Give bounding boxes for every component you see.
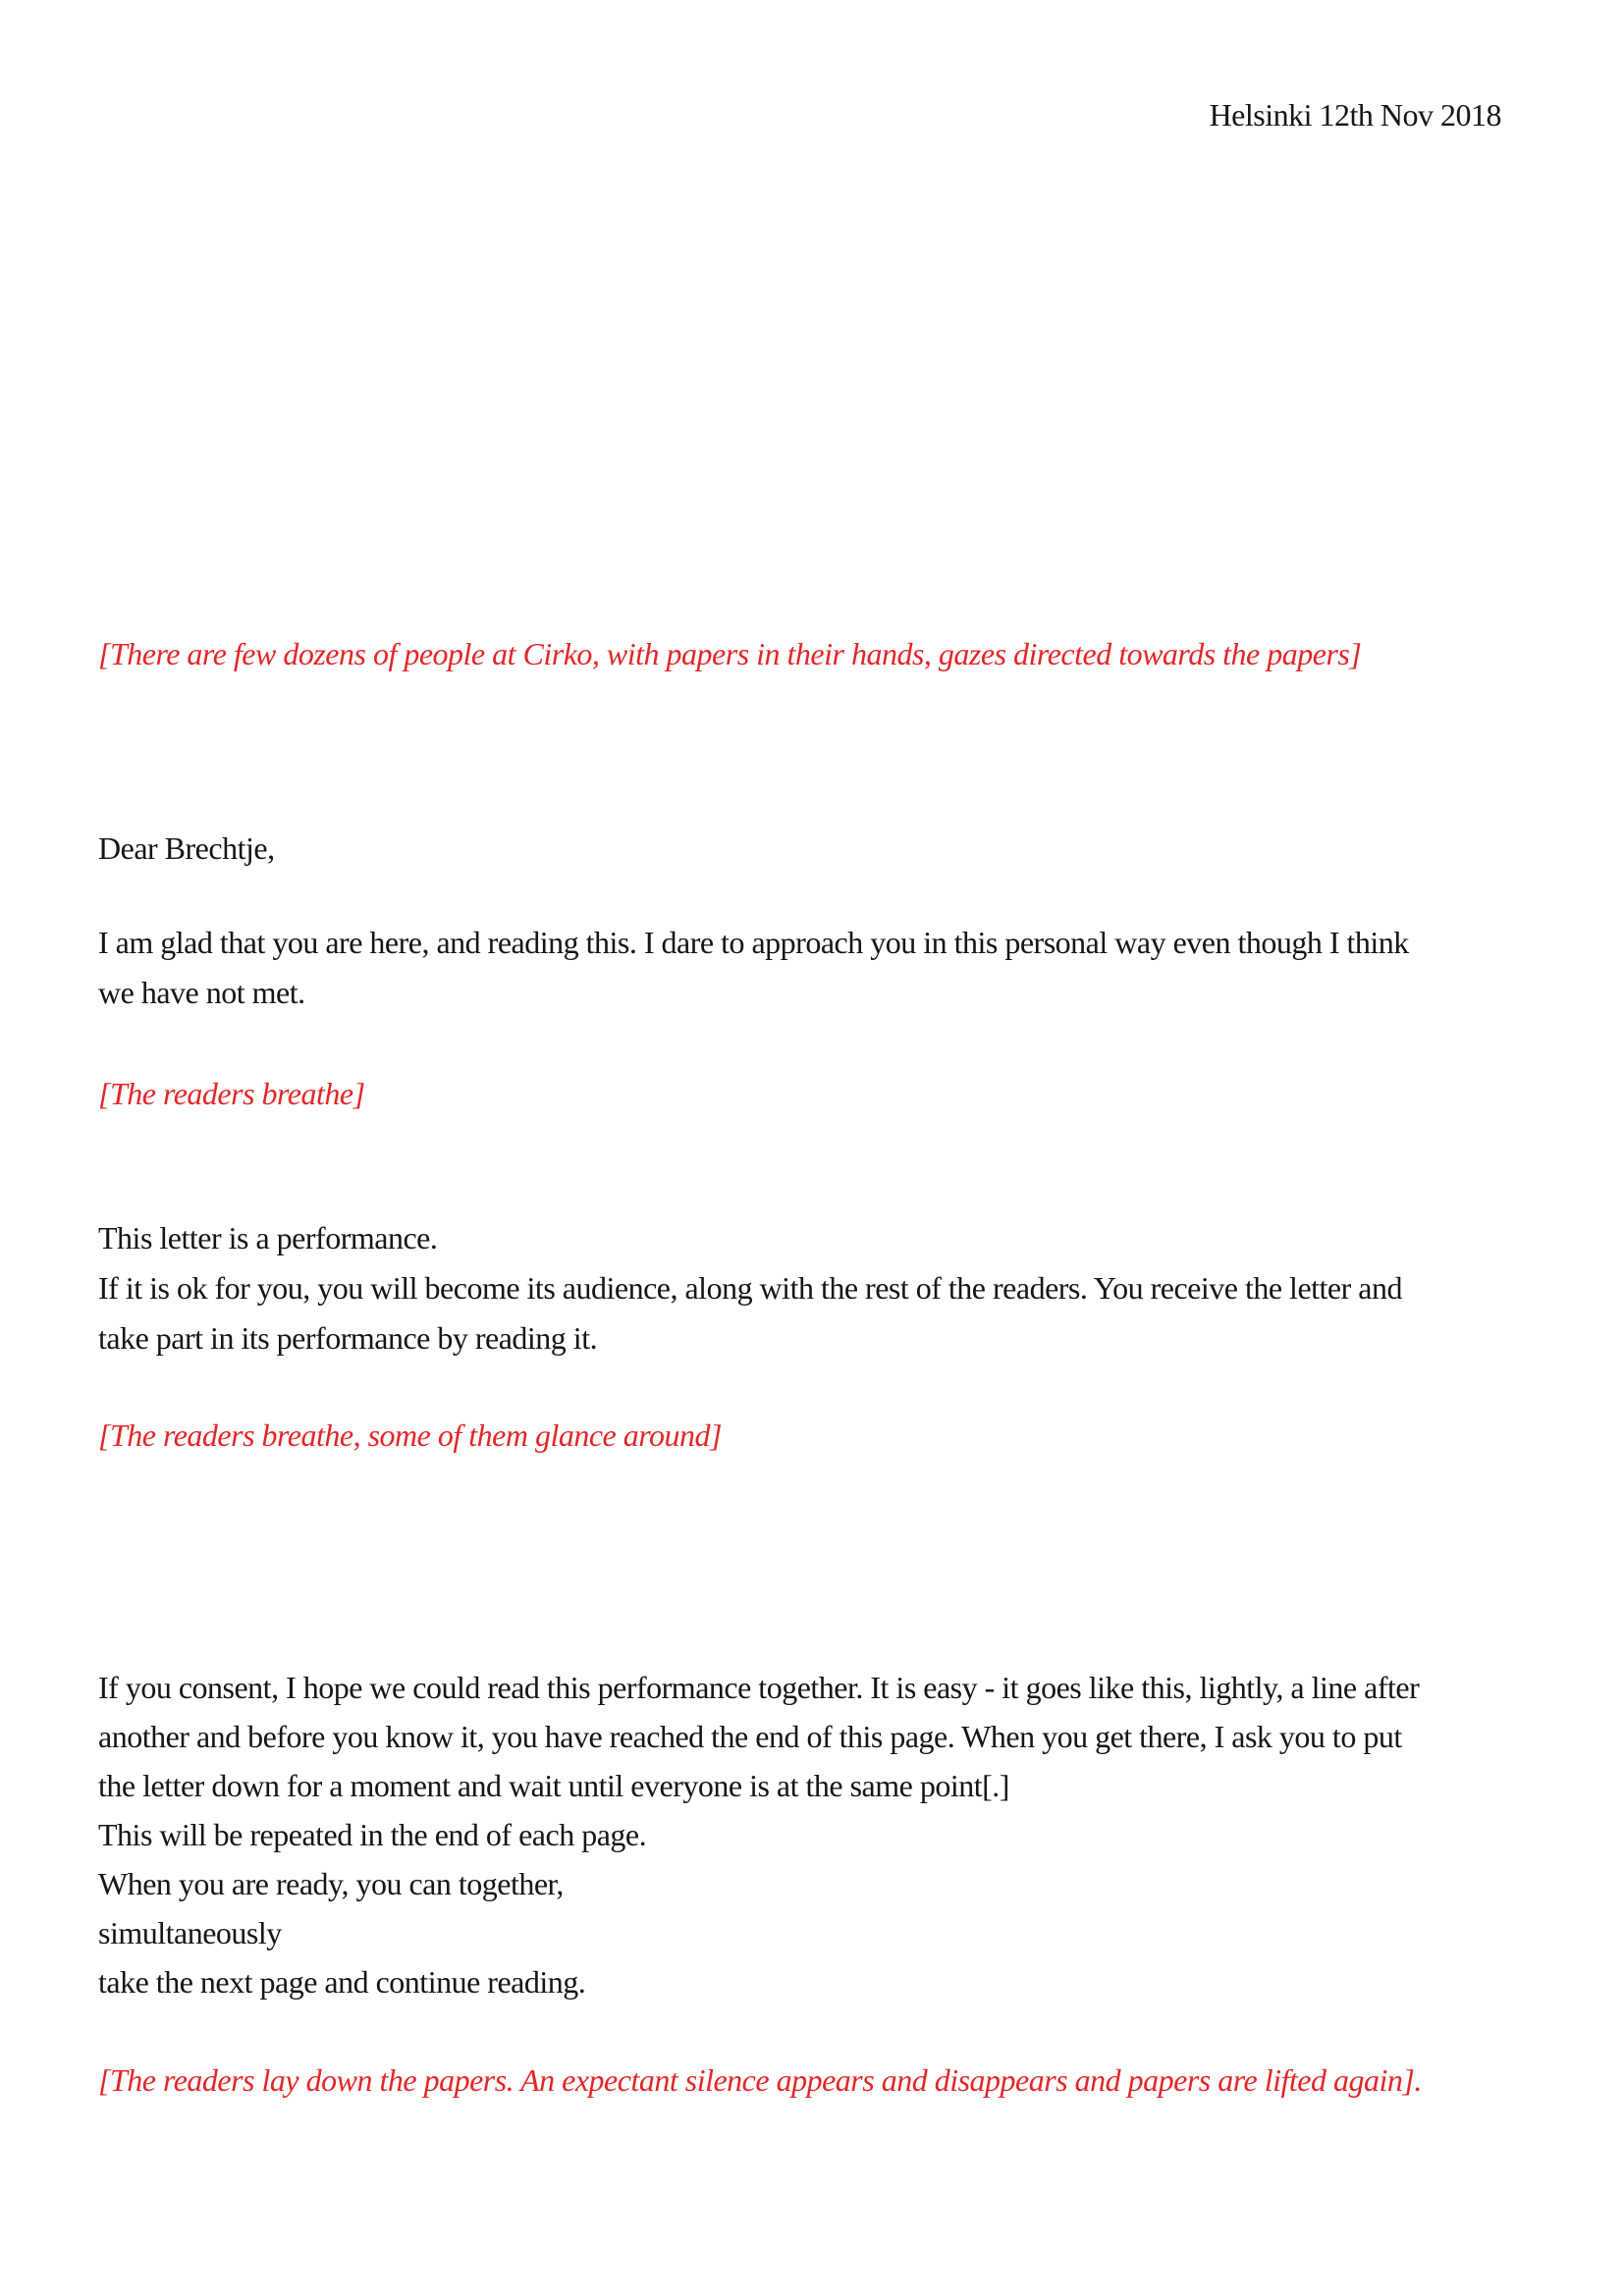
- paragraph-line: I am glad that you are here, and reading this. I dare to approach you in this personal way even though I think: [98, 925, 1409, 960]
- paragraph-line: simultaneously: [98, 1915, 282, 1950]
- paragraph-line: we have not met.: [98, 975, 305, 1010]
- paragraph-line: When you are ready, you can together,: [98, 1866, 564, 1901]
- paragraph-line: take part in its performance by reading it.: [98, 1320, 598, 1356]
- paragraph-instructions: [98, 1663, 1419, 2006]
- paragraph-line: This will be repeated in the end of each page.: [98, 1817, 647, 1852]
- paragraph-intro: [98, 918, 1409, 1018]
- salutation: Dear Brechtje,: [98, 830, 275, 866]
- dateline: Helsinki 12th Nov 2018: [1209, 97, 1501, 133]
- stage-direction-opening: [There are few dozens of people at Cirko, with papers in their hands, gazes directed towards the papers]: [98, 636, 1362, 671]
- paragraph-line: the letter down for a moment and wait until everyone is at the same point[.]: [98, 1768, 1009, 1803]
- paragraph-performance: [98, 1213, 1402, 1363]
- stage-direction-glance: [The readers breathe, some of them glance around]: [98, 1417, 722, 1453]
- paragraph-line: This letter is a performance.: [98, 1220, 438, 1255]
- paragraph-line: If it is ok for you, you will become its audience, along with the rest of the readers. You receive the letter and: [98, 1270, 1402, 1306]
- paragraph-line: If you consent, I hope we could read this performance together. It is easy - it goes like this, lightly, a line after: [98, 1670, 1420, 1705]
- stage-direction-breathe: [The readers breathe]: [98, 1076, 365, 1111]
- paragraph-line: take the next page and continue reading.: [98, 1964, 586, 2000]
- paragraph-line: another and before you know it, you have reached the end of this page. When you get there, I ask you to put: [98, 1719, 1402, 1754]
- stage-direction-closing: [The readers lay down the papers. An expectant silence appears and disappears and papers are lifted again].: [98, 2062, 1422, 2098]
